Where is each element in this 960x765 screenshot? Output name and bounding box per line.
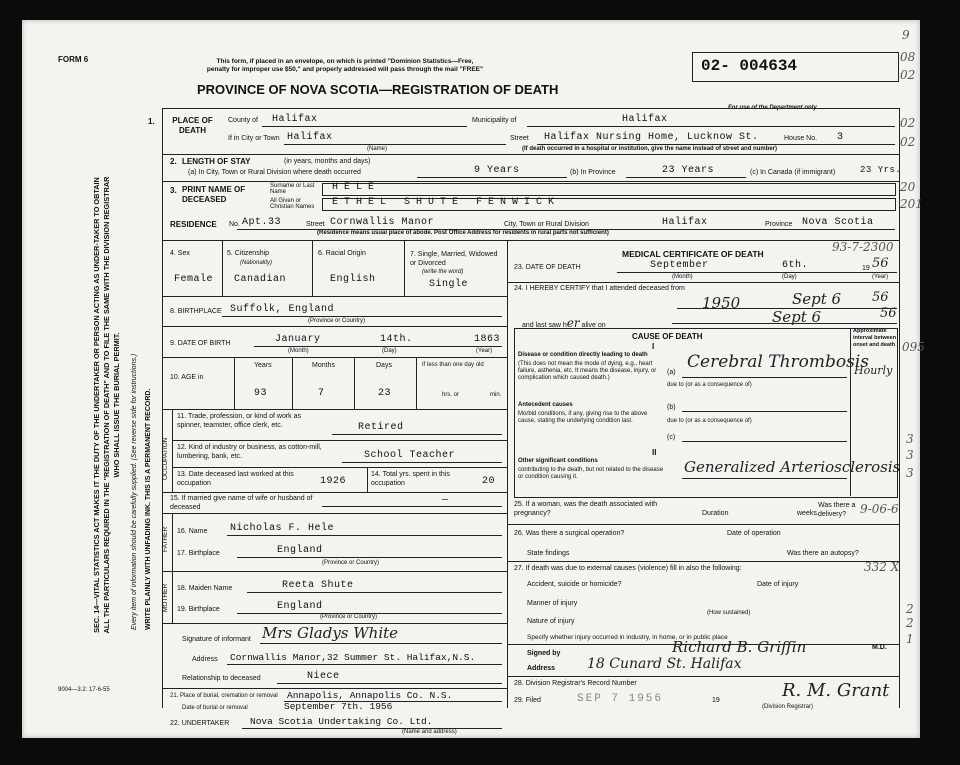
stay-c-value: 23 Yrs. [860, 165, 902, 175]
county-label: County of [228, 117, 258, 124]
rule [172, 467, 507, 468]
manner-label: Manner of injury [527, 600, 578, 607]
burial-place-label: 21. Place of burial, cremation or removal [170, 693, 278, 699]
mother-maiden: Reeta Shute [282, 580, 354, 591]
rule [507, 561, 899, 562]
last-saw-label: and last saw her alive on [522, 316, 606, 330]
external-label: 27. If death was due to external causes (violence) fill in also the following: [514, 565, 742, 572]
father-name: Nicholas F. Hele [230, 523, 335, 534]
stay-b-value: 23 Years [662, 165, 715, 176]
rule [162, 409, 507, 410]
rule [262, 126, 467, 127]
burial-place: Annapolis, Annapolis Co. N.S. [287, 690, 453, 701]
death-registration-form [22, 20, 925, 738]
marital-sub: (write the word) [422, 269, 464, 275]
spouse-value: — [442, 495, 449, 506]
sex-label: 4. Sex [170, 250, 190, 257]
margin-code: 02 [900, 135, 916, 149]
immediate-label: Disease or condition directly leading to death [518, 352, 648, 358]
rule [507, 676, 899, 677]
part-one: I [652, 342, 655, 351]
attended-from: 1950 [702, 294, 741, 312]
death-day: 6th. [782, 260, 809, 271]
margin-code: 332 X [864, 560, 900, 574]
autopsy-label: Was there an autopsy? [787, 550, 859, 557]
other-label: Other significant conditions [518, 458, 598, 464]
informant-signature: Mrs Gladys White [262, 624, 399, 642]
place-label: PLACE OF DEATH [172, 116, 213, 135]
duration-label: Duration [702, 510, 729, 517]
dob-year: 1863 [474, 334, 501, 345]
margin-code: 3 [906, 466, 914, 480]
citizenship-value: Canadian [234, 274, 287, 285]
death-year: 56 [872, 256, 889, 271]
rule [162, 296, 507, 297]
rule [284, 144, 506, 145]
surname-box [322, 183, 896, 196]
min-label: min. [490, 392, 502, 398]
item-number: 1. [148, 117, 155, 126]
margin-code: 20 [900, 180, 916, 194]
hrs-label: hrs. or [442, 392, 460, 398]
rule [162, 492, 507, 493]
rule [312, 240, 313, 296]
dob-month: January [275, 334, 321, 345]
mother-birthplace-label: 19. Birthplace [177, 606, 220, 613]
under-day-label: If less than one day old [422, 362, 484, 368]
margin-code: 3 [906, 448, 914, 462]
name-caption: (Name) [367, 146, 388, 152]
registration-number-box [692, 52, 899, 82]
margin-code: 93-7-2300 [832, 240, 894, 254]
dob-label: 9. DATE OF BIRTH [170, 340, 231, 347]
rule [162, 154, 900, 155]
trade-value: Retired [358, 422, 404, 433]
rule [242, 728, 502, 729]
rule [682, 478, 847, 479]
residence-street-label: Street [306, 221, 325, 228]
other-note: contributing to the death, but not related to the disease or condition causing it. [518, 467, 664, 480]
industry-value: School Teacher [364, 450, 456, 461]
due-to-2: due to (or as a consequence of) [667, 418, 752, 424]
physician-signature: Richard B. Griffin [672, 638, 807, 656]
margin-code: 095 [902, 340, 925, 354]
woman-label: 25. If a woman, was the death associated with pregnancy? [514, 501, 658, 517]
medical-title: MEDICAL CERTIFICATE OF DEATH [622, 249, 764, 259]
rule [162, 571, 507, 572]
item-number: 3. [170, 186, 177, 195]
stay-sub: (in years, months and days) [284, 158, 371, 165]
stay-a-label: (a) In City, Town or Rural Division where death occurred [188, 169, 361, 176]
cause-b-label: (b) [667, 404, 676, 411]
antecedent-note: Morbid conditions, if any, giving rise to the above cause, stating the underlying condition last. [518, 411, 648, 424]
year-caption: (Year) [476, 348, 493, 354]
form-number: FORM 6 [58, 55, 89, 64]
cause-title: CAUSE OF DEATH [632, 332, 703, 341]
rule [162, 181, 900, 182]
rule [672, 323, 897, 324]
interval-label: Approximate interval between onset and death [853, 328, 897, 348]
registrar-caption: (Division Registrar) [762, 704, 814, 710]
age-months: 7 [318, 388, 325, 399]
margin-code: 02 [900, 68, 916, 82]
rule [227, 535, 502, 536]
md-label: M.D. [872, 644, 887, 651]
cause-c-label: (c) [667, 434, 676, 441]
rule [342, 462, 502, 463]
margin-code: 3 [906, 432, 914, 446]
ink-note: WRITE PLAINLY WITH UNFADING INK. THIS IS A PERMANENT RECORD. [145, 388, 152, 630]
residence-province-label: Province [765, 221, 793, 228]
rule [682, 441, 847, 442]
alive-date: Sept 6 [772, 308, 822, 326]
rule [617, 272, 897, 273]
street-value: Halifax Nursing Home, Lucknow St. [544, 132, 759, 143]
margin-code: 2 [906, 602, 914, 616]
house-value: 3 [837, 132, 844, 143]
weeks-label: weeks. [797, 510, 819, 517]
relationship-value: Niece [307, 671, 340, 682]
informant-sig-label: Signature of informant [182, 636, 251, 643]
total-years-label: 14. Total yrs. spent in this occupation [371, 471, 450, 487]
cause-a: Cerebral Thrombosis [687, 352, 870, 372]
stay-a-value: 9 Years [474, 165, 520, 176]
rule [354, 357, 355, 409]
house-label: House No. [784, 135, 818, 142]
record-number-label: 28. Division Registrar's Record Number [514, 680, 637, 687]
rule [260, 643, 502, 644]
attended-to: Sept 6 [792, 290, 842, 308]
rule [222, 240, 223, 296]
father-side-label: FATHER [162, 526, 169, 552]
total-years-value: 20 [482, 476, 496, 487]
undertaker-value: Nova Scotia Undertaking Co. Ltd. [250, 716, 433, 727]
center-divider [507, 240, 508, 708]
filed-stamp: SEP 7 1956 [577, 693, 664, 705]
last-worked-label: 13. Date deceased last worked at this occupation [177, 471, 294, 487]
city-value: Halifax [287, 132, 333, 143]
part-two: II [652, 448, 657, 457]
name-label: PRINT NAME OF DECEASED [182, 185, 246, 204]
office-use-note: For use of the Department only [728, 105, 817, 111]
attended-label: 24. I HEREBY CERTIFY that I attended deceased from [514, 285, 685, 292]
rule [682, 411, 847, 412]
municipality-value: Halifax [622, 114, 668, 125]
origin-value: English [330, 274, 376, 285]
registration-number: 02- 004634 [701, 57, 798, 75]
filed-year-prefix: 19 [712, 697, 720, 704]
rule [626, 177, 746, 178]
rule [416, 357, 417, 409]
surname-label: Surname or Last Name [270, 183, 315, 195]
margin-code: 2 [906, 616, 914, 630]
surname-value: HELE [332, 182, 381, 193]
birthplace-caption: (Province or Country) [308, 318, 366, 324]
spouse-label: 15. If married give name of wife or husband of deceased [170, 495, 313, 511]
age-days: 23 [378, 388, 392, 399]
reverse-note: Every item of information should be carefully supplied. (See reverse side for instructions.) [131, 353, 138, 630]
residence-city-label: City, Town or Rural Division [504, 221, 589, 228]
rule [162, 240, 900, 241]
residence-no: Apt.33 [242, 217, 282, 228]
mother-maiden-label: 18. Maiden Name [177, 585, 233, 592]
specify-label: Specify whether injury occurred in industry, in home, or in public place [527, 634, 728, 641]
stay-b-label: (b) In Province [570, 169, 616, 176]
mother-caption: (Province or Country) [320, 614, 378, 620]
trade-label: 11. Trade, profession, or kind of work as spinner, teamster, office clerk, etc. [177, 413, 302, 429]
cause-a-label: (a) [667, 369, 676, 376]
attended-to-year: 56 [872, 290, 889, 305]
informant-address: Cornwallis Manor,32 Summer St. Halifax,N.S. [230, 652, 476, 663]
death-date-label: 23. DATE OF DEATH [514, 264, 581, 271]
rule [162, 513, 507, 514]
street-label: Street [510, 135, 529, 142]
mother-side-label: MOTHER [162, 583, 169, 612]
header-note: This form, if placed in an envelope, on which is printed "Dominion Statistics—Free, penalty for improper use $50," and properly addressed will pass through the mail "FREE" [206, 58, 484, 73]
marital-label: 7. Single, Married, Widowed or Divorced [410, 251, 498, 267]
rule [227, 664, 502, 665]
burial-date: September 7th. 1956 [284, 701, 393, 712]
mother-birthplace: England [277, 601, 323, 612]
margin-code: 9 [902, 28, 910, 42]
informant-address-label: Address [192, 656, 218, 663]
marital-value: Single [429, 279, 469, 290]
item-number: 2. [170, 157, 177, 166]
residence-no-label: No. [229, 221, 240, 228]
county-value: Halifax [272, 114, 318, 125]
rule [507, 524, 899, 525]
interval-a: Hourly [854, 364, 893, 377]
rule [332, 434, 502, 435]
rule [277, 683, 502, 684]
form-title: PROVINCE OF NOVA SCOTIA—REGISTRATION OF DEATH [197, 82, 559, 97]
rule [682, 377, 847, 378]
statute-text: SEC. 14—VITAL STATISTICS ACT MAKES IT THE DUTY OF THE UNDERTAKER OR PERSON ACTING AS UNDER-TAKER TO OBTAIN ALL THE PARTICULARS REQUIRED IN THE "REGISTRATION OF DEATH" AND TO FILE THE SAME WITH THE DIVISION REGISTRAR WHO SHALL ISSUE THE BURIAL PERMIT. [92, 176, 121, 634]
rule [507, 282, 899, 283]
citizenship-label: 5. Citizenship [227, 250, 270, 257]
city-label: If in City or Town [228, 135, 280, 142]
signed-address-label: Address [527, 665, 556, 672]
relationship-label: Relationship to deceased [182, 675, 261, 682]
rule [172, 571, 173, 623]
main-left-border [162, 108, 163, 708]
injury-date-label: Date of injury [757, 581, 799, 588]
rule [367, 467, 368, 492]
citizenship-sub: (Nationality) [240, 260, 273, 266]
margin-code: 08 [900, 50, 916, 64]
dob-day: 14th. [380, 334, 413, 345]
given-value: ETHEL SHUTE FENWICK [332, 197, 561, 208]
rule [162, 688, 507, 689]
rule [322, 506, 502, 507]
margin-code: 02 [900, 116, 916, 130]
sex-value: Female [174, 274, 214, 285]
death-year-caption: (Year) [872, 274, 889, 280]
residence-note: (Residence means usual place of abode. Post Office Address for residents in rural parts not sufficient) [317, 230, 609, 236]
rule [254, 346, 502, 347]
rule [172, 409, 173, 492]
father-birthplace: England [277, 545, 323, 556]
how-sustained: (How sustained) [707, 610, 751, 616]
hospital-note: (If death occurred in a hospital or institution, give the name instead of street and number) [522, 146, 778, 152]
father-name-label: 16. Name [177, 528, 208, 535]
age-years: 93 [254, 388, 268, 399]
rule [237, 557, 502, 558]
origin-label: 6. Racial Origin [318, 250, 366, 257]
month-caption: (Month) [288, 348, 309, 354]
rule [222, 316, 502, 317]
death-month-caption: (Month) [672, 274, 693, 280]
rule [247, 592, 502, 593]
burial-date-label: Date of burial or removal [182, 705, 248, 711]
rule-top [162, 108, 900, 109]
rule [404, 240, 405, 296]
filed-label: 29. Filed [514, 697, 541, 704]
residence-city: Halifax [662, 217, 708, 228]
op-date-label: Date of operation [727, 530, 781, 537]
rule [172, 440, 507, 441]
rule [172, 513, 173, 571]
alive-year: 56 [880, 306, 897, 321]
immediate-note: (This does not mean the mode of dying, e.g., heart failure, asthenia, etc. It means the disease, injury, or complication which caused death.) [518, 361, 657, 381]
age-label: 10. AGE in [170, 374, 204, 381]
printer-code: 9004—3.2: 17-6-55 [58, 687, 110, 693]
death-day-caption: (Day) [782, 274, 797, 280]
father-caption: (Province or Country) [322, 560, 380, 566]
days-label: Days [376, 362, 392, 369]
rule [527, 126, 895, 127]
rule [162, 357, 507, 358]
industry-label: 12. Kind of industry or business, as cotton-mill, lumbering, bank, etc. [177, 444, 322, 460]
delivery-label: Was there a delivery? [818, 502, 856, 518]
months-label: Months [312, 362, 335, 369]
accident-label: Accident, suicide or homicide? [527, 581, 622, 588]
undertaker-caption: (Name and address) [402, 729, 457, 735]
surgery-label: 26. Was there a surgical operation? [514, 530, 625, 537]
years-label: Years [254, 362, 272, 369]
due-to-1: due to (or as a consequence of) [667, 382, 752, 388]
rule [537, 144, 895, 145]
antecedent-label: Antecedent causes [518, 402, 573, 408]
father-birthplace-label: 17. Birthplace [177, 550, 220, 557]
last-worked-value: 1926 [320, 476, 347, 487]
physician-address: 18 Cunard St. Halifax [587, 656, 742, 672]
signed-by-label: Signed by [527, 650, 561, 657]
nature-label: Nature of injury [527, 618, 575, 625]
rule [292, 357, 293, 409]
registrar-signature: R. M. Grant [782, 680, 890, 701]
birthplace-value: Suffolk, England [230, 304, 335, 315]
rule [234, 357, 235, 409]
municipality-label: Municipality of [472, 117, 517, 124]
given-label: All Given or Christian Names [270, 198, 315, 210]
death-year-prefix: 19 [862, 265, 870, 272]
margin-code: 201 [900, 197, 923, 211]
residence-province: Nova Scotia [802, 217, 874, 228]
occupation-side-label: OCCUPATION [162, 437, 169, 480]
stay-label: LENGTH OF STAY [182, 157, 251, 166]
margin-code: 9-06-6 [860, 502, 899, 516]
state-findings-label: State findings [527, 550, 570, 557]
margin-code: 1 [906, 632, 914, 646]
death-month: September [650, 260, 709, 271]
birthplace-label: 8. BIRTHPLACE [170, 308, 222, 315]
other-conditions: Generalized Arteriosclerosis [684, 458, 901, 476]
stay-c-label: (c) In Canada (if immigrant) [750, 169, 836, 176]
rule [417, 177, 567, 178]
residence-label: RESIDENCE [170, 220, 217, 229]
residence-street: Cornwallis Manor [330, 217, 435, 228]
rule [162, 326, 507, 327]
day-caption: (Day) [382, 348, 397, 354]
undertaker-label: 22. UNDERTAKER [170, 720, 230, 727]
